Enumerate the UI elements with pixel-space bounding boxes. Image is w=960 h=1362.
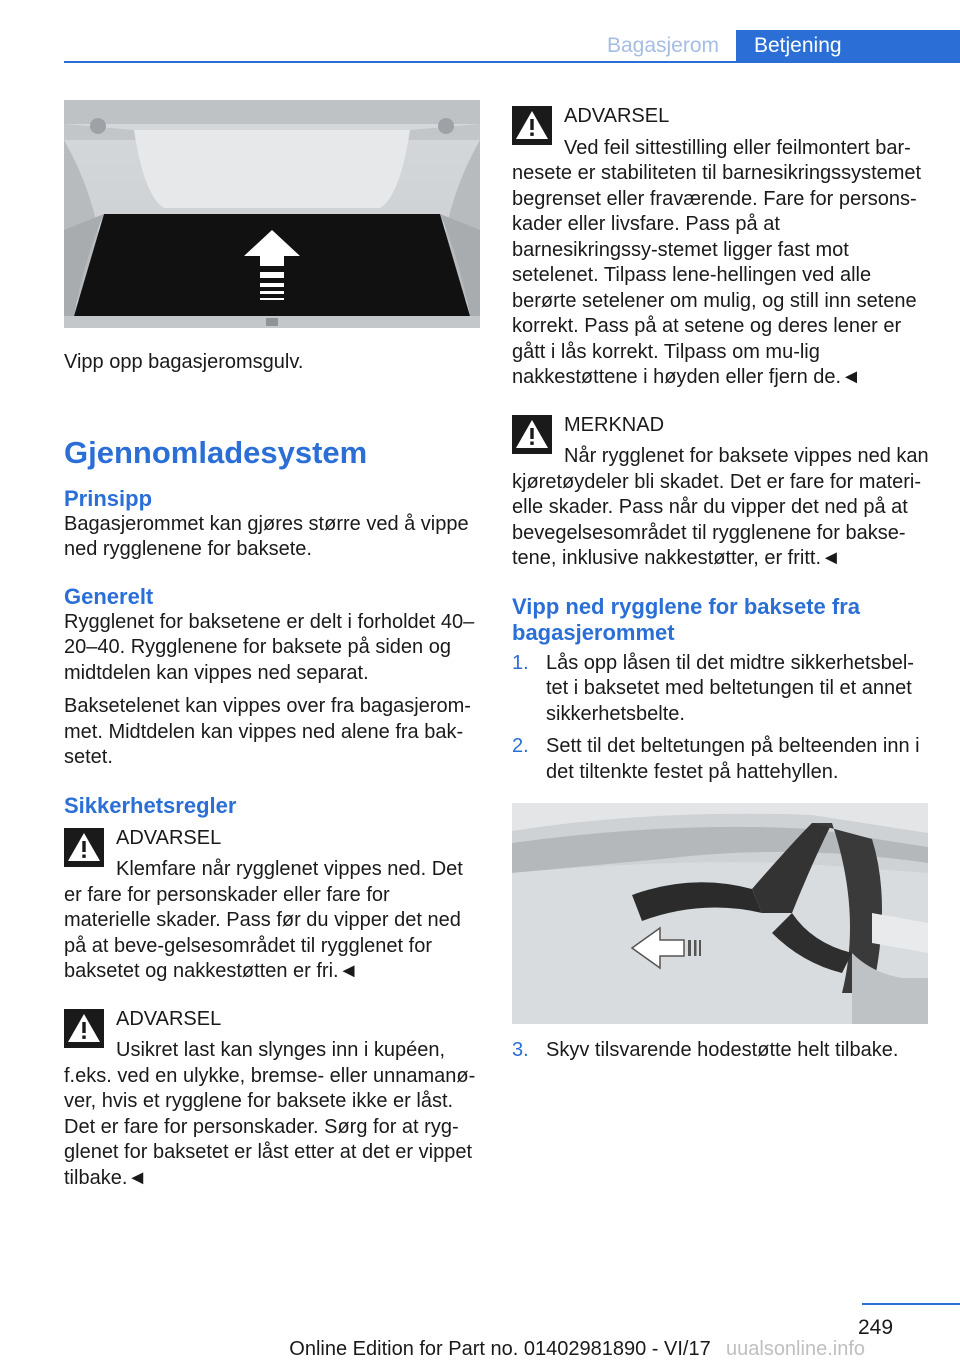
note-block [512,413,930,572]
warning-3-title: ADVARSEL [564,105,670,127]
procedure-step [512,1038,930,1064]
generelt-paragraph-2: Baksetelenet kan vippes over fra bagasjerom-met. Midtdelen kan vippes ned alene fra bak-setet. [64,695,471,768]
prinsipp-text: Bagasjerommet kan gjøres større ved å vippe ned rygglenene for baksete. [64,512,469,560]
subheading-generelt: Generelt [64,583,154,609]
warning-3-text: nesete er stabiliteten til barnesikringssystemet begrenset eller fraværende. Fare for persons-kader eller livsfare. Pass på at barnesikringssy-stemet ligger fast mot setelenet. Tilpass lene-hellingen ved alle berørte setelener om mulig, og still inn setene korrekt. Pass på at setene og deres lener er gått i lås korrekt. Tilpass om mu-lig nakkestøttene i høyden eller fjern de.◄ [512,162,922,388]
parcel-shelf-image [512,803,928,1024]
parcel-shelf-illustration [512,803,928,1024]
warning-icon [64,1009,104,1048]
warning-block-2 [64,1007,480,1192]
watermark: uualsonline.info [726,1338,865,1360]
warning-2-lead: Usikret last kan slynges inn i kupéen, [116,1039,446,1061]
warning-1-text: er fare for personskader eller fare for materielle skader. Pass før du vipper det ned på at beve-gelsesområdet til rygglenet for baksetet og nakkestøtten er fri.◄ [64,883,461,982]
image-caption: Vipp opp bagasjeromsgulv. [64,351,304,373]
warning-block-3 [512,104,930,391]
procedure-steps [512,651,930,786]
warning-1-title: ADVARSEL [116,826,222,849]
note-lead: Når rygglenet for baksete vippes ned kan [564,445,929,467]
warning-2-text: f.eks. ved en ulykke, bremse- eller unnamanø-ver, hvis et rygglene for baksete ikke er låst. Det er fare for personskader. Sørg for at ryg-glenet for baksetet er låst etter at det er vippet tilbake.◄ [64,1064,476,1189]
procedure-heading: Vipp ned rygglene for baksete fra bagasjerommet [512,593,861,645]
caution-icon [512,415,552,454]
warning-icon [64,828,104,867]
page-number: 249 [858,1316,894,1339]
procedure-step [512,651,930,728]
subheading-sikkerhetsregler: Sikkerhetsregler [64,792,237,818]
step-text: Sett til det beltetungen på belteenden inn i det tiltenkte festet på hattehyllen. [546,735,920,783]
warning-block-1 [64,826,480,985]
step-number: 2. [512,735,529,757]
step-text: Skyv tilsvarende hodestøtte helt tilbake. [546,1039,899,1061]
footer-rule [862,1303,960,1305]
note-title: MERKNAD [564,413,665,436]
warning-2-title: ADVARSEL [116,1007,222,1030]
step-number: 1. [512,651,529,674]
generelt-paragraph-1: Rygglenet for baksetene er delt i forholdet 40–20–40. Rygglenene for baksete på siden og midtdelen kan vippes ned separat. [64,610,475,684]
section-heading: Gjennomladesystem [64,434,368,470]
header-section-tab: Bagasjerom [590,30,736,61]
warning-1-lead: Klemfare når rygglenet vippes ned. Det [116,858,463,880]
edition-note: Online Edition for Part no. 01402981890 - VI/17 [289,1338,711,1360]
trunk-floor-image [64,100,480,328]
header-chapter-tab: Betjening [736,30,960,61]
subheading-prinsipp: Prinsipp [64,485,153,511]
right-column [512,104,930,1071]
procedure-steps-continued [512,1038,930,1064]
warning-icon [512,106,552,145]
note-text: kjøretøydeler bli skadet. Det er fare for materi-elle skader. Pass når du vipper det ned på at bevegelsesområdet til rygglenene for bakse-tene, inklusive nakkestøtter, er fritt.◄ [512,470,922,569]
header-rule [64,61,960,63]
procedure-step [512,734,930,785]
step-number: 3. [512,1039,529,1061]
warning-3-lead: Ved feil sittestilling eller feilmontert bar- [564,136,911,159]
left-column [64,100,480,1191]
trunk-floor-illustration [64,100,480,328]
step-text: Lås opp låsen til det midtre sikkerhetsbel-tet i baksetet med beltetungen til et annet sikkerhetsbelte. [546,651,914,725]
